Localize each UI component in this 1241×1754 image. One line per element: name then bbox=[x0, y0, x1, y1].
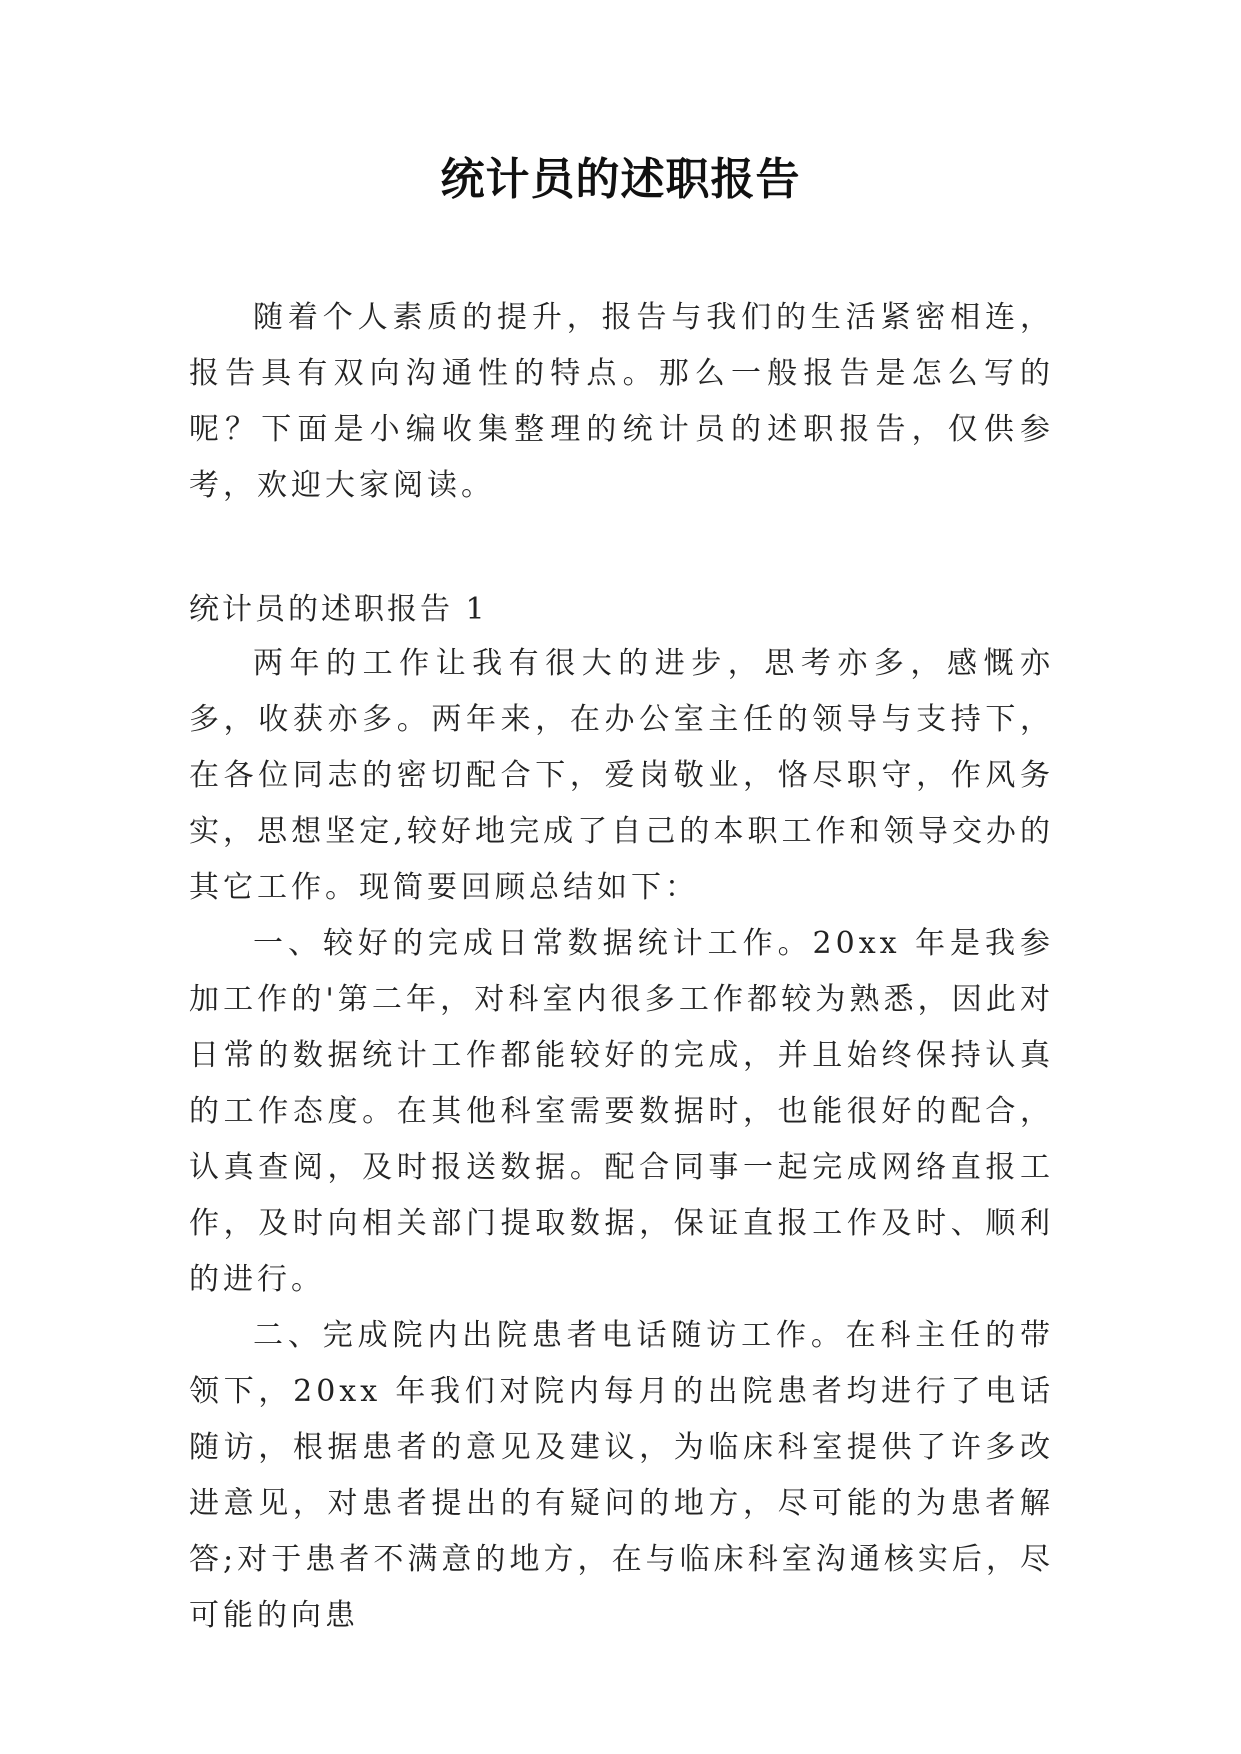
body-paragraph: 一、较好的完成日常数据统计工作。20xx 年是我参加工作的'第二年，对科室内很多工作都较为熟悉，因此对日常的数据统计工作都能较好的完成，并且始终保持认真的工作态度。在其他科室需要数据时，也能很好的配合，认真查阅，及时报送数据。配合同事一起完成网络直报工作，及时向相关部门提取数据，保证直报工作及时、顺利的进行。 bbox=[189, 926, 1054, 1297]
intro-block bbox=[189, 290, 1054, 514]
document-title: 统计员的述职报告 bbox=[440, 154, 801, 205]
section-content bbox=[189, 636, 1054, 1644]
section-heading: 统计员的述职报告 1 bbox=[189, 592, 488, 627]
body-paragraph: 二、完成院内出院患者电话随访工作。在科主任的带领下，20xx 年我们对院内每月的出院患者均进行了电话随访，根据患者的意见及建议，为临床科室提供了许多改进意见，对患者提出的有疑问的地方，尽可能的为患者解答;对于患者不满意的地方，在与临床科室沟通核实后，尽可能的向患 bbox=[189, 1318, 1054, 1633]
intro-paragraph: 随着个人素质的提升，报告与我们的生活紧密相连，报告具有双向沟通性的特点。那么一般报告是怎么写的呢？下面是小编收集整理的统计员的述职报告，仅供参考，欢迎大家阅读。 bbox=[189, 300, 1054, 503]
body-paragraph: 两年的工作让我有很大的进步，思考亦多，感慨亦多，收获亦多。两年来，在办公室主任的领导与支持下，在各位同志的密切配合下，爱岗敬业，恪尽职守，作风务实，思想坚定,较好地完成了自己的本职工作和领导交办的其它工作。现简要回顾总结如下： bbox=[189, 646, 1054, 905]
